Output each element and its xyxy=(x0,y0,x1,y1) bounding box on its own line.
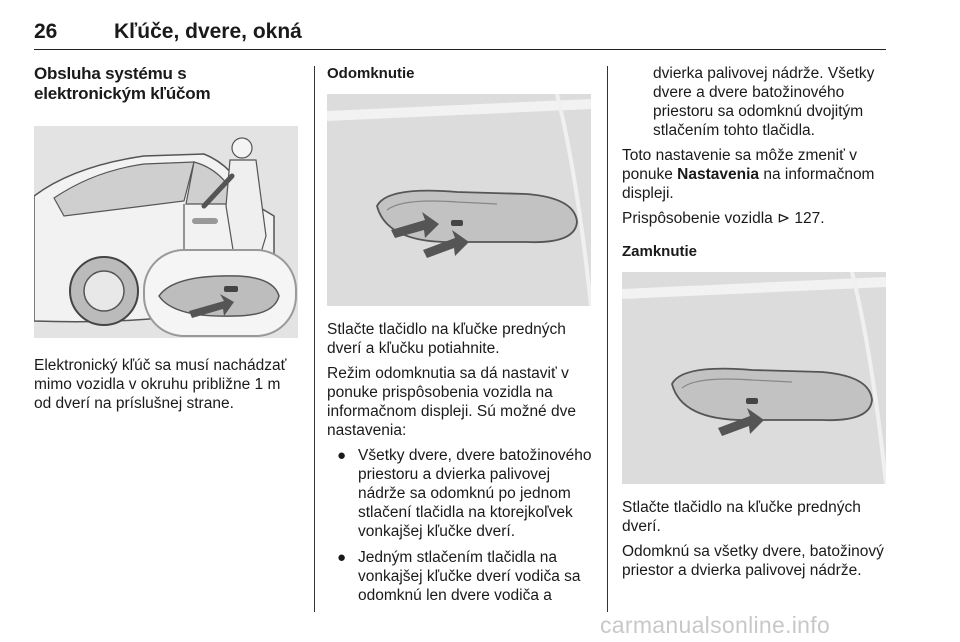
car-keyless-illustration xyxy=(34,126,298,338)
page-number: 26 xyxy=(34,20,58,43)
chapter-title: Kľúče, dvere, okná xyxy=(114,20,302,43)
bullet-icon: ● xyxy=(337,447,347,464)
unlock-mode-text: Režim odomknutia sa dá nastaviť v ponuke prispôsobenia vozidla na informačnom displeji. Sú možné dve nastavenia: xyxy=(327,365,576,439)
door-handle-unlock-illustration xyxy=(327,94,591,306)
cross-reference[interactable]: Prispôsobenie vozidla ⊳ 127. xyxy=(622,210,825,227)
unlock-heading: Odomknutie xyxy=(327,65,415,82)
bullet-icon: ● xyxy=(337,549,347,566)
page-header xyxy=(34,20,886,50)
setting-change-text: Toto nastavenie sa môže zmeniť v ponuke Nastavenia na informačnom displeji. xyxy=(622,147,875,202)
door-handle-lock-illustration xyxy=(622,272,886,484)
list-item: ● Jedným stlačením tlačidla na vonkajšej kľučke dverí vodiča sa odomknú len dvere vodiča a xyxy=(337,549,581,604)
list-item: ● Všetky dvere, dvere batožinového priestoru a dvierka palivovej nádrže sa odomknú po jednom stlačení tlačidla na ktorejkoľvek vonkajšej kľučke dverí. xyxy=(337,447,592,540)
middle-column xyxy=(327,64,595,612)
section-heading: Obsluha systému s elektronickým kľúčom xyxy=(34,64,211,103)
settings-menu-name: Nastavenia xyxy=(677,166,760,183)
lock-instruction: Stlačte tlačidlo na kľučke predných dverí. xyxy=(622,499,861,535)
left-column xyxy=(34,64,300,419)
lock-result-text: Odomknú sa všetky dvere, batožinový priestor a dvierka palivovej nádrže. xyxy=(622,543,884,579)
column-divider xyxy=(607,66,608,612)
column-divider xyxy=(314,66,315,612)
bullet-continuation: dvierka palivovej nádrže. Všetky dvere a dvere batožinového priestoru sa odomknú dvojitým stlačením tohto tlačidla. xyxy=(653,65,875,139)
right-column xyxy=(622,64,890,586)
unlock-instruction: Stlačte tlačidlo na kľučke predných dverí a kľučku potiahnite. xyxy=(327,321,566,357)
unlock-settings-list xyxy=(327,446,595,605)
page-ref-arrow-icon: ⊳ xyxy=(777,210,791,227)
keyless-range-text: Elektronický kľúč sa musí nachádzať mimo vozidla v okruhu približne 1 m od dverí na príslušnej strane. xyxy=(34,357,287,412)
lock-heading: Zamknutie xyxy=(622,243,698,260)
watermark: carmanualsonline.info xyxy=(600,612,831,638)
